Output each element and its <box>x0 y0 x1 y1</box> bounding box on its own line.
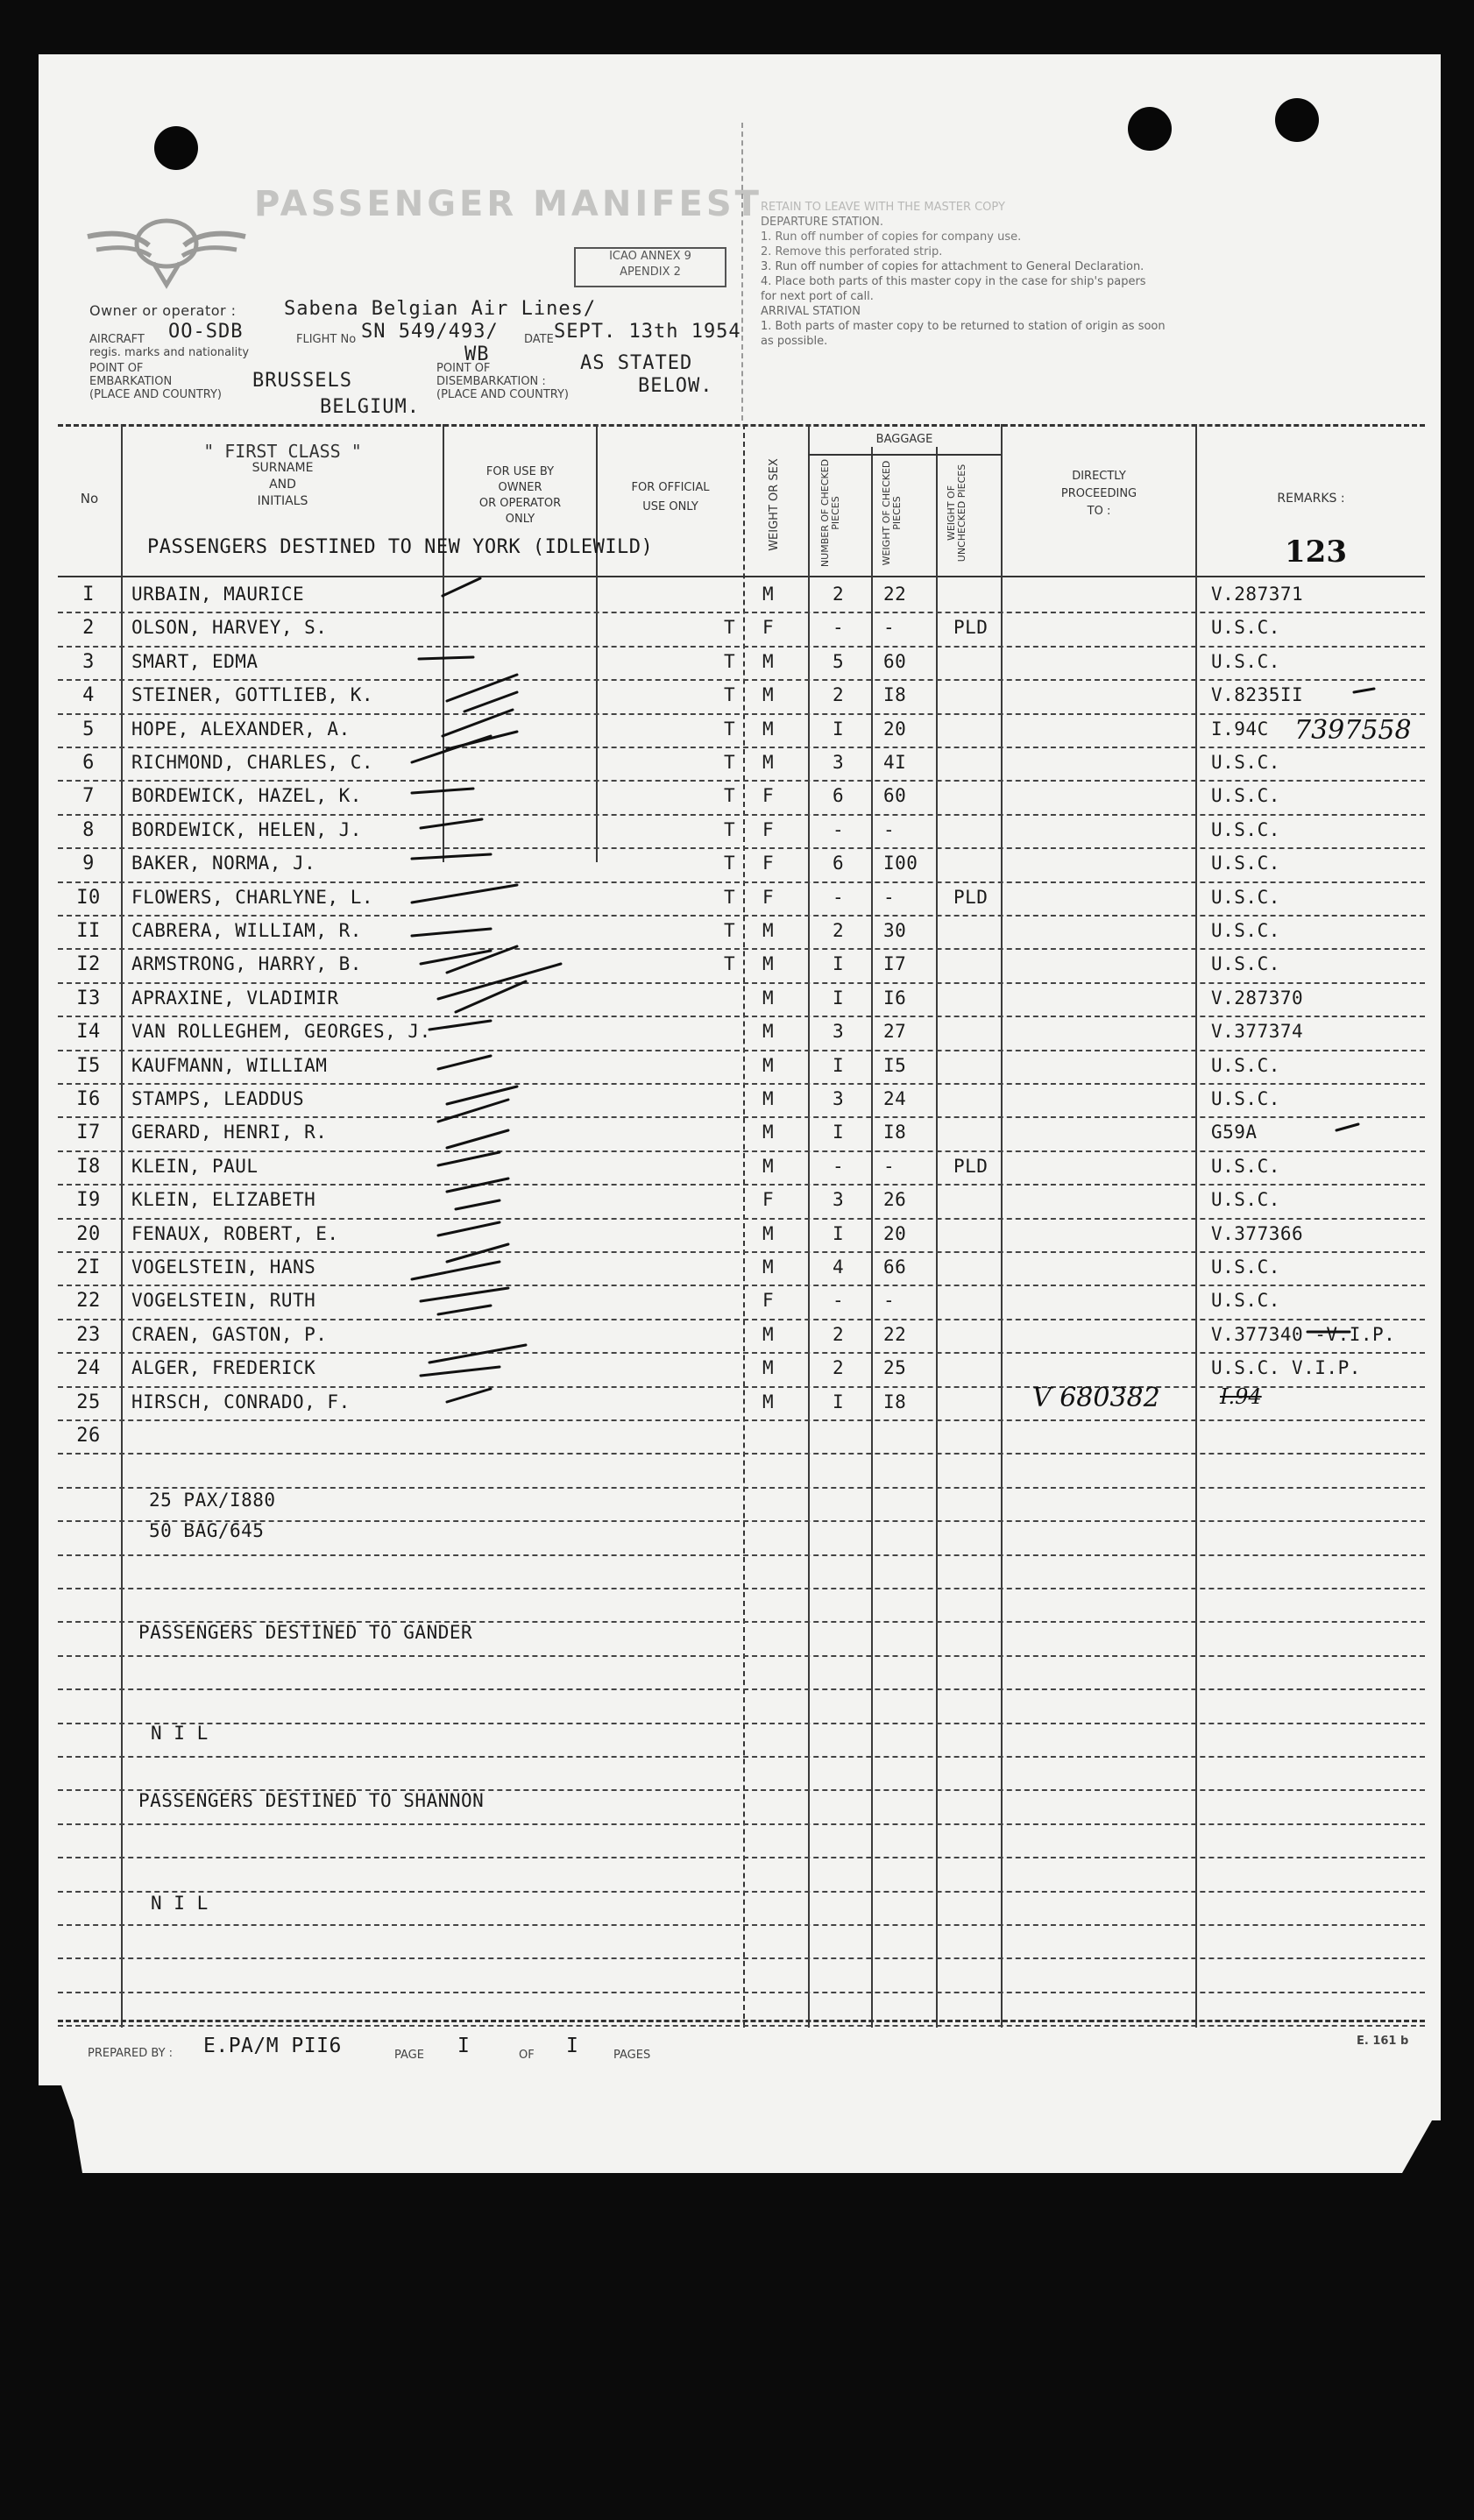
flight-value-2: WB <box>464 343 490 365</box>
checked-weight: 22 <box>883 1323 907 1345</box>
passenger-t-mark: T <box>724 650 736 672</box>
checked-weight: 26 <box>883 1189 907 1211</box>
checked-pieces: 2 <box>833 684 845 706</box>
passenger-name: HOPE, ALEXANDER, A. <box>131 718 351 740</box>
passenger-t-mark: T <box>724 886 736 908</box>
passenger-sex: F <box>762 1290 775 1312</box>
checked-weight: 27 <box>883 1021 907 1043</box>
passenger-sex: M <box>762 920 775 941</box>
section-shannon-heading: PASSENGERS DESTINED TO SHANNON <box>138 1790 485 1811</box>
passenger-sex: M <box>762 1391 775 1412</box>
passenger-name: OLSON, HARVEY, S. <box>131 617 328 639</box>
checked-weight: - <box>883 617 896 639</box>
row-number: II <box>76 920 101 942</box>
col-wt-checked-header: WEIGHT OF CHECKED PIECES <box>881 460 903 566</box>
handwritten-remark-row25-struck: I.94 <box>1220 1384 1262 1409</box>
embark-value: BRUSSELS <box>252 370 352 392</box>
passenger-t-mark: T <box>724 818 736 840</box>
passenger-sex: M <box>762 684 775 706</box>
checked-pieces: - <box>833 886 845 908</box>
passenger-sex: M <box>762 752 775 773</box>
checked-pieces: 2 <box>833 1357 845 1379</box>
passenger-name: STEINER, GOTTLIEB, K. <box>131 684 374 706</box>
row-number: I8 <box>76 1155 101 1178</box>
row-number: I6 <box>76 1088 101 1110</box>
checked-weight: 25 <box>883 1357 907 1379</box>
passenger-t-mark: T <box>724 718 736 740</box>
disembark-value: AS STATED <box>580 352 693 374</box>
regis-label: regis. marks and nationality <box>89 346 250 359</box>
passenger-sex: M <box>762 1021 775 1043</box>
passenger-name: URBAIN, MAURICE <box>131 584 305 605</box>
passenger-sex: F <box>762 785 775 807</box>
row-number: I0 <box>76 886 101 909</box>
row-number: I7 <box>76 1122 101 1144</box>
embark-country: BELGIUM. <box>320 396 420 418</box>
checked-weight: - <box>883 1155 896 1177</box>
passenger-t-mark: T <box>724 684 736 706</box>
col-directly-header: DIRECTLY PROCEEDING TO : <box>1060 470 1137 518</box>
passenger-sex: M <box>762 1155 775 1177</box>
passenger-sex: M <box>762 1054 775 1076</box>
remarks-value: U.S.C. <box>1211 617 1280 639</box>
page-number-handwritten: 123 <box>1285 534 1347 570</box>
row-number: I3 <box>76 987 101 1009</box>
checked-weight: 60 <box>883 650 907 672</box>
checked-pieces: 4 <box>833 1256 845 1278</box>
date-label: DATE <box>524 333 554 346</box>
checked-pieces: 2 <box>833 920 845 941</box>
col-no-header: No <box>80 491 99 506</box>
checked-weight: 20 <box>883 1222 907 1244</box>
row-number: 7 <box>82 785 95 808</box>
row-number: 20 <box>76 1222 101 1245</box>
col-weight-sex-header: WEIGHT OR SEX <box>768 458 781 551</box>
form-code: E. 161 b <box>1357 2035 1409 2048</box>
checked-pieces: 3 <box>833 752 845 773</box>
remarks-value: I.94C <box>1211 718 1269 740</box>
passenger-sex: M <box>762 584 775 605</box>
checked-pieces: 3 <box>833 1088 845 1109</box>
checked-weight: I8 <box>883 684 907 706</box>
checked-weight: 24 <box>883 1088 907 1109</box>
passenger-sex: M <box>762 1122 775 1143</box>
passenger-name: SMART, EDMA <box>131 650 259 672</box>
checked-pieces: - <box>833 1155 845 1177</box>
owner-value: Sabena Belgian Air Lines/ <box>284 298 597 320</box>
checked-pieces: 6 <box>833 785 845 807</box>
checked-pieces: 5 <box>833 650 845 672</box>
passenger-name: KLEIN, ELIZABETH <box>131 1189 316 1211</box>
passenger-name: CRAEN, GASTON, P. <box>131 1323 328 1345</box>
row-number: I2 <box>76 953 101 976</box>
remarks-value: V.287370 <box>1211 987 1304 1009</box>
remarks-value: V.8235II <box>1211 684 1304 706</box>
passenger-sex: M <box>762 1222 775 1244</box>
remarks-value: U.S.C. <box>1211 920 1280 941</box>
row-number: I5 <box>76 1054 101 1077</box>
passenger-sex: F <box>762 617 775 639</box>
row-number: 26 <box>76 1425 101 1447</box>
passenger-sex: F <box>762 886 775 908</box>
checked-weight: 60 <box>883 785 907 807</box>
passenger-name: APRAXINE, VLADIMIR <box>131 987 339 1009</box>
passenger-name: VOGELSTEIN, HANS <box>131 1256 316 1278</box>
total-pax: 25 PAX/I880 <box>149 1490 276 1511</box>
remarks-value: V.377366 <box>1211 1222 1304 1244</box>
section-gander-heading: PASSENGERS DESTINED TO GANDER <box>138 1622 473 1643</box>
checked-weight: I5 <box>883 1054 907 1076</box>
remarks-value: V.377340 -V.I.P. <box>1211 1323 1396 1345</box>
checked-pieces: I <box>833 1222 845 1244</box>
passenger-sex: M <box>762 1357 775 1379</box>
row-number: I <box>82 584 95 605</box>
passenger-name: VAN ROLLEGHEM, GEORGES, J. <box>131 1021 431 1043</box>
checked-pieces: I <box>833 987 845 1009</box>
checked-pieces: I <box>833 953 845 975</box>
checked-pieces: 2 <box>833 1323 845 1345</box>
checked-weight: - <box>883 1290 896 1312</box>
passenger-name: ARMSTRONG, HARRY, B. <box>131 953 362 975</box>
checked-weight: I00 <box>883 853 918 874</box>
unchecked-weight: PLD <box>953 1155 989 1177</box>
checked-pieces: 3 <box>833 1021 845 1043</box>
passenger-t-mark: T <box>724 785 736 807</box>
row-number: 25 <box>76 1391 101 1413</box>
checked-pieces: I <box>833 1054 845 1076</box>
remarks-value: U.S.C. <box>1211 1290 1280 1312</box>
checked-weight: I8 <box>883 1391 907 1412</box>
aircraft-label: AIRCRAFT <box>89 333 145 346</box>
prepared-by-label: PREPARED BY : <box>88 2047 174 2060</box>
passenger-name: ALGER, FREDERICK <box>131 1357 316 1379</box>
remarks-value: U.S.C. <box>1211 1088 1280 1109</box>
flight-label: FLIGHT No <box>296 333 357 346</box>
checked-weight: - <box>883 818 896 840</box>
passenger-sex: M <box>762 1088 775 1109</box>
col-class-header: " FIRST CLASS " SURNAME AND INITIALS <box>203 441 362 508</box>
pages-label: PAGES <box>613 2049 651 2062</box>
remarks-value: V.287371 <box>1211 584 1304 605</box>
remarks-value: U.S.C. <box>1211 785 1280 807</box>
checked-pieces: I <box>833 1391 845 1412</box>
row-number: 22 <box>76 1290 101 1313</box>
remarks-value: U.S.C. <box>1211 1155 1280 1177</box>
passenger-sex: M <box>762 953 775 975</box>
disembark-value-2: BELOW. <box>638 375 713 397</box>
section-gander-value: N I L <box>151 1723 209 1744</box>
remarks-value: U.S.C. <box>1211 1054 1280 1076</box>
col-remarks-header: REMARKS : <box>1277 492 1345 506</box>
checked-weight: 66 <box>883 1256 907 1278</box>
section-shannon-value: N I L <box>151 1893 209 1914</box>
remarks-value: U.S.C. <box>1211 650 1280 672</box>
remarks-value: U.S.C. <box>1211 1189 1280 1211</box>
checked-pieces: 6 <box>833 853 845 874</box>
checked-weight: I8 <box>883 1122 907 1143</box>
row-number: 2 <box>82 617 95 640</box>
passenger-name: KAUFMANN, WILLIAM <box>131 1054 328 1076</box>
checked-pieces: 3 <box>833 1189 845 1211</box>
remarks-value: U.S.C. <box>1211 818 1280 840</box>
row-number: 9 <box>82 853 95 875</box>
form-title: PASSENGER MANIFEST <box>254 184 762 224</box>
row-number: I4 <box>76 1021 101 1044</box>
row-number: 2I <box>76 1256 101 1278</box>
row-number: 4 <box>82 684 95 707</box>
col-wt-unchecked-header: WEIGHT OF UNCHECKED PIECES <box>946 464 967 563</box>
of-value: I <box>566 2035 579 2057</box>
passenger-name: RICHMOND, CHARLES, C. <box>131 752 374 773</box>
date-value: SEPT. 13th 1954 <box>554 321 741 343</box>
passenger-name: BORDEWICK, HELEN, J. <box>131 818 362 840</box>
checked-pieces: - <box>833 818 845 840</box>
handwritten-remark-row6: 7397558 <box>1294 715 1412 746</box>
checked-pieces: I <box>833 718 845 740</box>
checked-weight: 30 <box>883 920 907 941</box>
col-official-header: FOR OFFICIAL USE ONLY <box>631 481 710 513</box>
unchecked-weight: PLD <box>953 886 989 908</box>
passenger-t-mark: T <box>724 853 736 874</box>
passenger-sex: M <box>762 987 775 1009</box>
checked-weight: I6 <box>883 987 907 1009</box>
checked-weight: 20 <box>883 718 907 740</box>
aircraft-value: OO-SDB <box>168 321 244 343</box>
checked-pieces: - <box>833 1290 845 1312</box>
checked-pieces: - <box>833 617 845 639</box>
passenger-name: FLOWERS, CHARLYNE, L. <box>131 886 374 908</box>
passenger-name: BAKER, NORMA, J. <box>131 853 316 874</box>
passenger-sex: F <box>762 1189 775 1211</box>
checked-pieces: 2 <box>833 584 845 605</box>
row-number: 8 <box>82 818 95 841</box>
passenger-sex: M <box>762 1323 775 1345</box>
passenger-t-mark: T <box>724 920 736 941</box>
passenger-name: FENAUX, ROBERT, E. <box>131 1222 339 1244</box>
footer-top-border <box>58 2020 1425 2022</box>
passenger-sex: F <box>762 853 775 874</box>
prepared-by-value: E.PA/M PII6 <box>203 2035 342 2057</box>
owner-label: Owner or operator : <box>89 302 237 319</box>
embark-label: POINT OF EMBARKATION (PLACE AND COUNTRY) <box>89 362 223 401</box>
remarks-value: U.S.C. <box>1211 953 1280 975</box>
row-number: 3 <box>82 650 95 673</box>
passenger-sex: F <box>762 818 775 840</box>
page-value: I <box>457 2035 471 2057</box>
remarks-value: U.S.C. V.I.P. <box>1211 1357 1361 1379</box>
passenger-sex: M <box>762 1256 775 1278</box>
remarks-value: U.S.C. <box>1211 886 1280 908</box>
flight-value: SN 549/493/ <box>361 321 499 343</box>
passenger-t-mark: T <box>724 752 736 773</box>
passenger-t-mark: T <box>724 617 736 639</box>
col-owner-header: FOR USE BY OWNER OR OPERATOR ONLY <box>478 465 562 526</box>
remarks-value: V.377374 <box>1211 1021 1304 1043</box>
row-number: I9 <box>76 1189 101 1212</box>
passenger-name: GERARD, HENRI, R. <box>131 1122 328 1143</box>
col-baggage-header: BAGGAGE <box>875 433 933 446</box>
unchecked-weight: PLD <box>953 617 989 639</box>
remarks-value: U.S.C. <box>1211 752 1280 773</box>
checked-weight: - <box>883 886 896 908</box>
row-number: 6 <box>82 752 95 774</box>
page-label: PAGE <box>394 2049 424 2062</box>
checked-weight: 4I <box>883 752 907 773</box>
handwritten-directly-row25: V 680382 <box>1032 1383 1160 1413</box>
passenger-name: BORDEWICK, HAZEL, K. <box>131 785 362 807</box>
checked-weight: I7 <box>883 953 907 975</box>
checked-pieces: I <box>833 1122 845 1143</box>
passenger-name: CABRERA, WILLIAM, R. <box>131 920 362 941</box>
row-number: 23 <box>76 1323 101 1346</box>
destination-line: PASSENGERS DESTINED TO NEW YORK (IDLEWILD) <box>147 536 654 558</box>
passenger-t-mark: T <box>724 953 736 975</box>
passenger-name: VOGELSTEIN, RUTH <box>131 1290 316 1312</box>
remarks-value: U.S.C. <box>1211 853 1280 874</box>
passenger-sex: M <box>762 718 775 740</box>
instructions-block: RETAIN TO LEAVE WITH THE MASTER COPY DEPARTURE STATION. 1. Run off number of copies for company use. 2. Remove this perforated strip. 3. Run off number of copies for attachment to General Declaration. 4. Place both parts of this master copy in the case for ship's papers for next port of call. ARRIVAL STATION 1. Both parts of master copy to be returned to station of origin as soon as possible. <box>761 201 1166 348</box>
passenger-name: KLEIN, PAUL <box>131 1155 259 1177</box>
row-number: 24 <box>76 1357 101 1380</box>
passenger-name: STAMPS, LEADDUS <box>131 1088 305 1109</box>
icao-annex-box: ICAO ANNEX 9 APENDIX 2 <box>574 247 726 287</box>
passenger-sex: M <box>762 650 775 672</box>
of-label: OF <box>519 2049 535 2062</box>
disembark-label: POINT OF DISEMBARKATION : (PLACE AND COUNTRY) <box>436 362 570 401</box>
passenger-name: HIRSCH, CONRADO, F. <box>131 1391 351 1412</box>
remarks-value: G59A <box>1211 1122 1258 1143</box>
checked-weight: 22 <box>883 584 907 605</box>
remarks-value: U.S.C. <box>1211 1256 1280 1278</box>
col-num-checked-header: NUMBER OF CHECKED PIECES <box>819 458 841 568</box>
row-number: 5 <box>82 718 95 740</box>
total-bag: 50 BAG/645 <box>149 1520 265 1541</box>
